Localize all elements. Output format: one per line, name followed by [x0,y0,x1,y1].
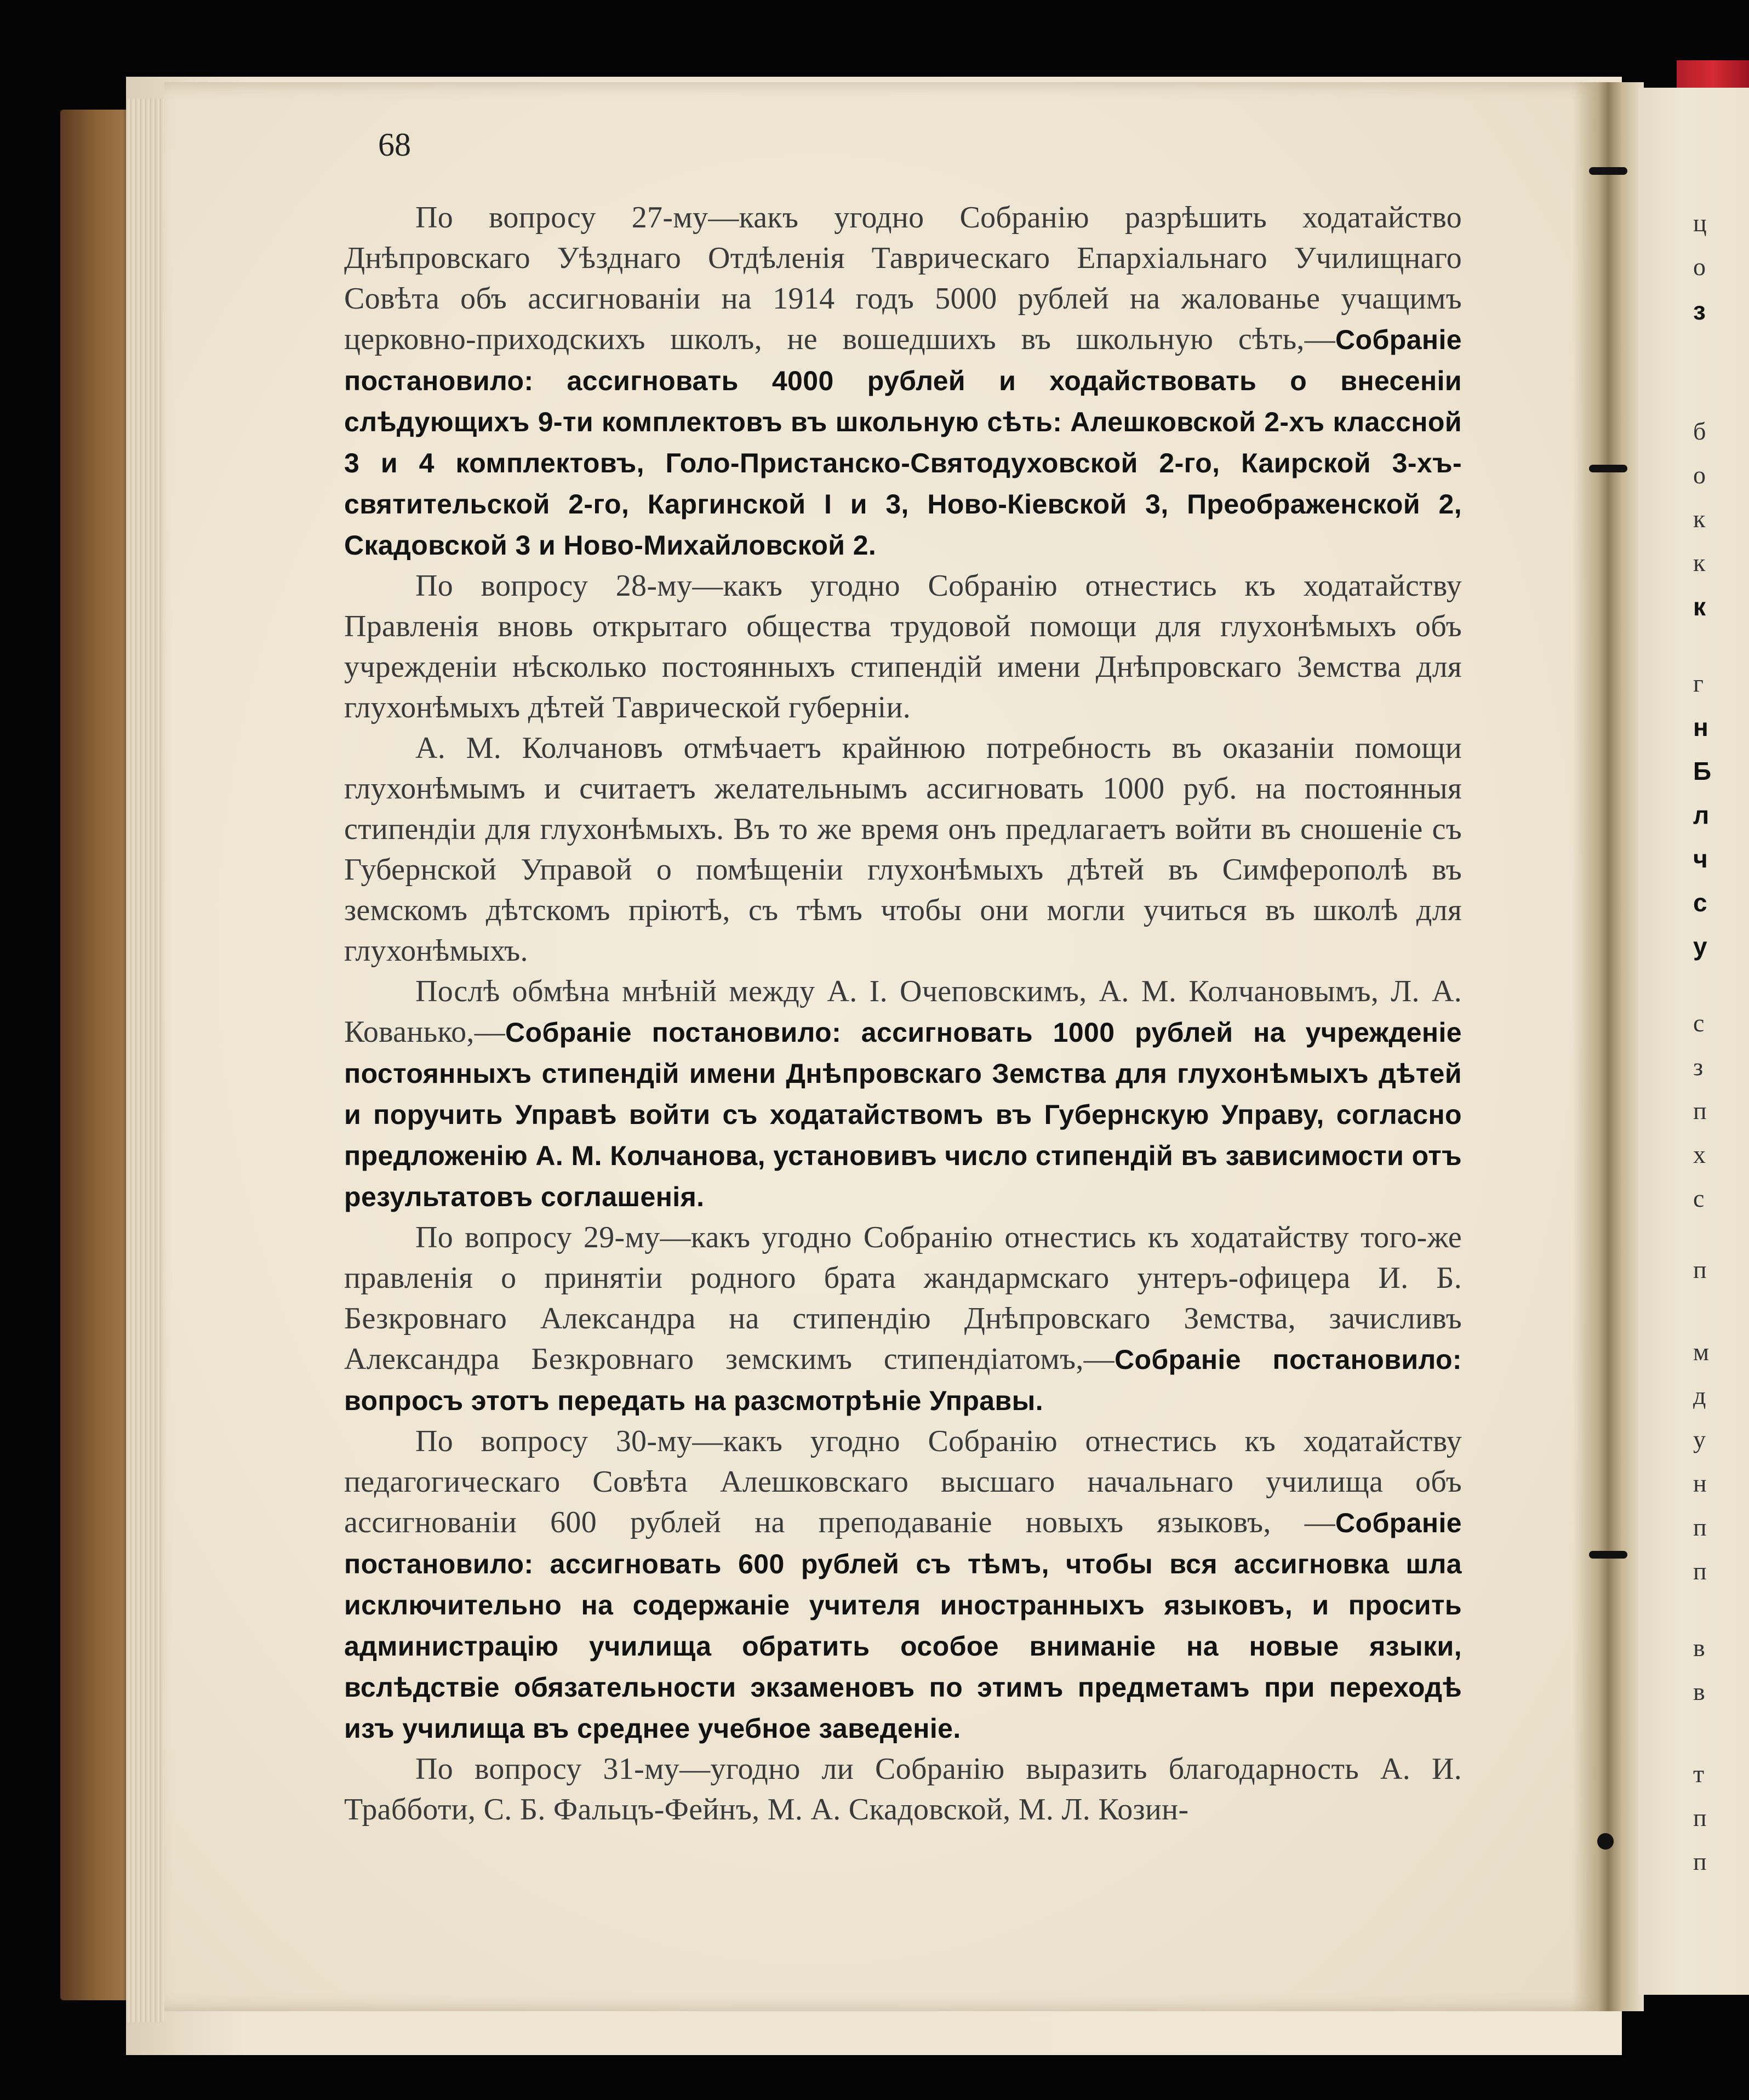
binding-stitch [1589,167,1627,175]
right-page [1638,88,1749,1995]
right-page-fragment: н [1693,713,1709,741]
right-page-fragment: д [1693,1382,1706,1409]
right-page-fragment: ц [1693,209,1707,237]
right-page-fragment: у [1693,1425,1706,1453]
right-page-fragment: з [1693,1053,1704,1081]
page-number: 68 [378,127,411,163]
right-page-fragment: с [1693,1009,1705,1037]
right-page-fragment: п [1693,1513,1707,1541]
right-page-fragment: п [1693,1097,1707,1125]
right-page-fragment: б [1693,417,1706,445]
right-page-fragment: л [1693,801,1710,829]
paragraph-text: По вопросу 30-му—какъ угодно Собранію отнестись къ ходатайству педагогическаго Совѣта Алешковскаго высшаго начальнаго училища объ ассигнованіи 600 рублей на преподаваніе новыхъ языковъ, — [344,1424,1462,1539]
resolution-text: Собраніе постановило: ассигновать 4000 рублей и ходайствовать о внесеніи слѣдующихъ 9-ти комплектовъ въ школьную сѣть: Алешковской 2-хъ классной 3 и 4 комплектовъ, Голо-Пристанско-Святодуховской 2-го, Каирской 3-хъ-святительской 2-го, Каргинской I и 3, Ново-Кіевской 3, Преображенской 2, Скадовской 3 и Ново-Михайловской 2. [344,324,1462,561]
right-page-fragment: у [1693,932,1707,961]
resolution-text: Собраніе постановило: вопросъ этотъ передать на разсмотрѣніе Управы. [344,1344,1462,1416]
right-page-fragment: п [1693,1256,1707,1283]
right-page-fragment: Б [1693,757,1712,785]
right-page-fragment: о [1693,461,1706,489]
right-page-fragment: з [1693,296,1706,325]
paragraph [344,197,1462,566]
right-page-fragment: п [1693,1557,1707,1585]
right-page-fragment: к [1693,505,1706,533]
right-page-fragment: в [1693,1634,1705,1662]
paragraph [344,1749,1462,1830]
resolution-text: Собраніе постановило: ассигновать 600 рублей съ тѣмъ, чтобы вся ассигновка шла исключительно на содержаніе учителя иностранныхъ языковъ, и просить администрацію училища обратить особое вниманіе на новые языки, вслѣдствіе обязательности экзаменовъ по этимъ предметамъ при переходѣ изъ училища въ среднее учебное заведеніе. [344,1508,1462,1744]
binding-stitch [1589,465,1627,472]
right-page-fragment: н [1693,1469,1707,1497]
right-page-fragment: к [1693,549,1706,577]
right-page-fragment: м [1693,1338,1710,1366]
paragraph [344,1217,1462,1421]
binding-stitch [1597,1833,1614,1850]
book-gutter [1573,82,1644,2011]
paragraph [344,1421,1462,1749]
paragraph [344,566,1462,728]
paragraph-text: По вопросу 29-му—какъ угодно Собранію отнестись къ ходатайству того-же правленія о принятіи родного брата жандармскаго унтеръ-офицера И. Б. Безкровнаго Александра на стипендію Днѣпровскаго Земства, зачисливъ Александра Безкровнаго земскимъ стипендіатомъ,— [344,1220,1462,1376]
right-page-fragment: х [1693,1140,1706,1168]
right-page-fragment: о [1693,253,1706,281]
right-page-fragment: п [1693,1847,1707,1875]
right-page-fragment: в [1693,1677,1705,1705]
right-page-fragment: к [1693,592,1706,621]
right-page-fragment: т [1693,1760,1705,1788]
right-page-fragment: ч [1693,844,1708,873]
paragraph [344,971,1462,1217]
right-page-fragment: п [1693,1804,1707,1831]
binding-stitch [1589,1551,1627,1559]
paragraph-text: По вопросу 27-му—какъ угодно Собранію разрѣшить ходатайство Днѣпровскаго Уѣзднаго Отдѣленія Таврическаго Епархіальнаго Училищнаго Совѣта объ ассигнованіи на 1914 годъ 5000 рублей на жалованье учащимъ церковно-приходскихъ школъ, не вошедшихъ въ школьную сѣть,— [344,201,1462,356]
paragraph-text: По вопросу 28-му—какъ угодно Собранію отнестись къ ходатайству Правленія вновь открытаго общества трудовой помощи для глухонѣмыхъ объ учрежденіи нѣсколько постоянныхъ стипендій имени Днѣпровскаго Земства для глухонѣмыхъ дѣтей Таврической губерніи. [344,569,1462,724]
right-page-fragment: г [1693,669,1704,697]
paragraph-text: По вопросу 31-му—угодно ли Собранію выразить благодарность А. И. Трабботи, С. Б. Фальцъ-Фейнъ, М. А. Скадовской, М. Л. Козин- [344,1752,1462,1827]
right-page-fragment: с [1693,888,1707,917]
text-block [344,197,1462,1830]
right-page-fragment: с [1693,1184,1705,1212]
paragraph [344,728,1462,971]
resolution-text: Собраніе постановило: ассигновать 1000 рублей на учрежденіе постоянныхъ стипендій имени Днѣпровскаго Земства для глухонѣмыхъ дѣтей и поручить Управѣ войти съ ходатайствомъ въ Губернскую Управу, согласно предложенію А. М. Колчанова, установивъ число стипендій въ зависимости отъ результатовъ соглашенія. [344,1017,1462,1212]
paragraph-text: Послѣ обмѣна мнѣній между А. I. Очеповскимъ, А. М. Колчановымъ, Л. А. Кованько,— [344,974,1462,1049]
paragraph-text: А. М. Колчановъ отмѣчаетъ крайнюю потребность въ оказаніи помощи глухонѣмымъ и считаетъ желательнымъ ассигновать 1000 руб. на постоянныя стипендіи для глухонѣмыхъ. Въ то же время онъ предлагаетъ войти въ сношеніе съ Губернской Управой о помѣщеніи глухонѣмыхъ дѣтей въ Симферополѣ въ земскомъ дѣтскомъ пріютѣ, съ тѣмъ чтобы они могли учиться въ школѣ для глухонѣмыхъ. [344,731,1462,968]
